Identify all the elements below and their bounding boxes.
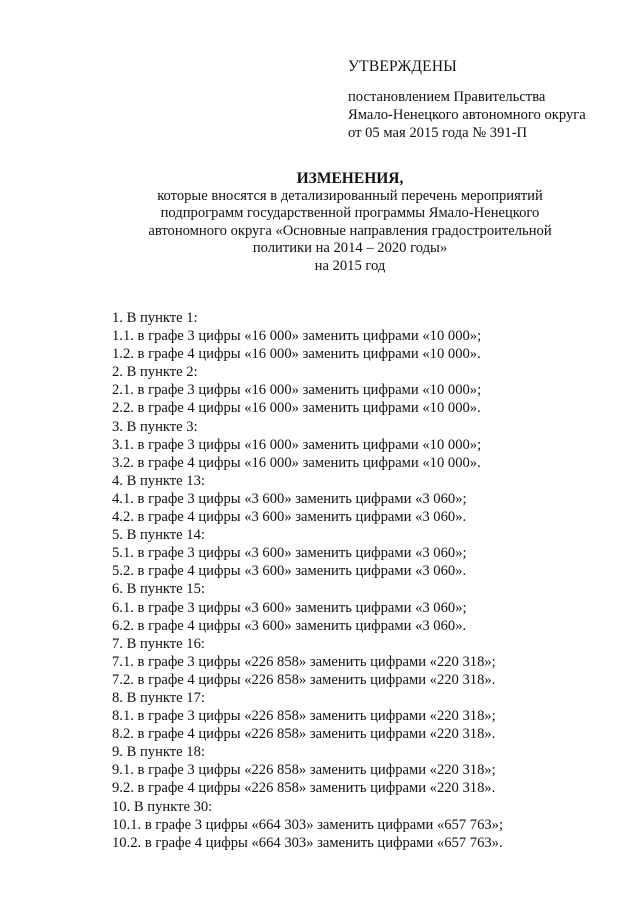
approval-stamp: УТВЕРЖДЕНЫ xyxy=(348,58,457,75)
list-item: 7. В пункте 16: xyxy=(112,635,205,652)
title-subtitle-line: которые вносятся в детализированный перечень мероприятий xyxy=(157,187,543,204)
approval-line: Ямало-Ненецкого автономного округа xyxy=(348,107,586,123)
list-item: 6.1. в графе 3 цифры «3 600» заменить цифрами «3 060»; xyxy=(112,599,467,616)
list-item: 7.1. в графе 3 цифры «226 858» заменить цифрами «220 318»; xyxy=(112,653,496,670)
list-item: 9.1. в графе 3 цифры «226 858» заменить цифрами «220 318»; xyxy=(112,762,496,779)
list-item: 5. В пункте 14: xyxy=(112,527,205,544)
list-item: 2.2. в графе 4 цифры «16 000» заменить цифрами «10 000». xyxy=(112,400,481,417)
list-item: 4.1. в графе 3 цифры «3 600» заменить цифрами «3 060»; xyxy=(112,490,467,507)
list-item: 2.1. в графе 3 цифры «16 000» заменить цифрами «10 000»; xyxy=(112,382,482,399)
title-subtitle-line: политики на 2014 – 2020 годы» xyxy=(252,240,448,256)
approval-line: от 05 мая 2015 года № 391-П xyxy=(348,125,528,141)
list-item: 1.1. в графе 3 цифры «16 000» заменить цифрами «10 000»; xyxy=(112,328,482,345)
list-item: 7.2. в графе 4 цифры «226 858» заменить цифрами «220 318». xyxy=(112,671,496,688)
list-item: 5.1. в графе 3 цифры «3 600» заменить цифрами «3 060»; xyxy=(112,545,467,562)
changes-list xyxy=(112,309,592,852)
list-item: 3.1. в графе 3 цифры «16 000» заменить цифрами «10 000»; xyxy=(112,436,482,453)
list-item: 9.2. в графе 4 цифры «226 858» заменить цифрами «220 318». xyxy=(112,780,496,797)
approval-block xyxy=(348,58,633,142)
list-item: 4. В пункте 13: xyxy=(112,472,205,489)
list-item: 8. В пункте 17: xyxy=(112,689,205,706)
list-item: 10.1. в графе 3 цифры «664 303» заменить цифрами «657 763»; xyxy=(112,816,504,833)
title-subtitle-line: на 2015 год xyxy=(314,257,386,274)
list-item: 4.2. в графе 4 цифры «3 600» заменить цифрами «3 060». xyxy=(112,509,467,526)
approval-line: постановлением Правительства xyxy=(348,89,546,105)
list-item: 3.2. в графе 4 цифры «16 000» заменить цифрами «10 000». xyxy=(112,454,481,471)
list-item: 10. В пункте 30: xyxy=(112,798,213,815)
document-title xyxy=(120,170,580,275)
title-heading: ИЗМЕНЕНИЯ, xyxy=(296,170,404,187)
title-subtitle-line: подпрограмм государственной программы Ямало-Ненецкого xyxy=(160,205,540,221)
list-item: 8.2. в графе 4 цифры «226 858» заменить цифрами «220 318». xyxy=(112,726,496,743)
list-item: 9. В пункте 18: xyxy=(112,744,205,761)
title-subtitle-line: автономного округа «Основные направления градостроительной xyxy=(148,222,552,239)
list-item: 3. В пункте 3: xyxy=(112,418,198,435)
list-item: 1.2. в графе 4 цифры «16 000» заменить цифрами «10 000». xyxy=(112,346,481,363)
list-item: 1. В пункте 1: xyxy=(112,310,198,326)
list-item: 2. В пункте 2: xyxy=(112,364,198,381)
list-item: 5.2. в графе 4 цифры «3 600» заменить цифрами «3 060». xyxy=(112,563,467,580)
list-item: 6.2. в графе 4 цифры «3 600» заменить цифрами «3 060». xyxy=(112,617,467,634)
list-item: 6. В пункте 15: xyxy=(112,581,205,598)
list-item: 10.2. в графе 4 цифры «664 303» заменить цифрами «657 763». xyxy=(112,834,503,851)
list-item: 8.1. в графе 3 цифры «226 858» заменить цифрами «220 318»; xyxy=(112,708,496,725)
